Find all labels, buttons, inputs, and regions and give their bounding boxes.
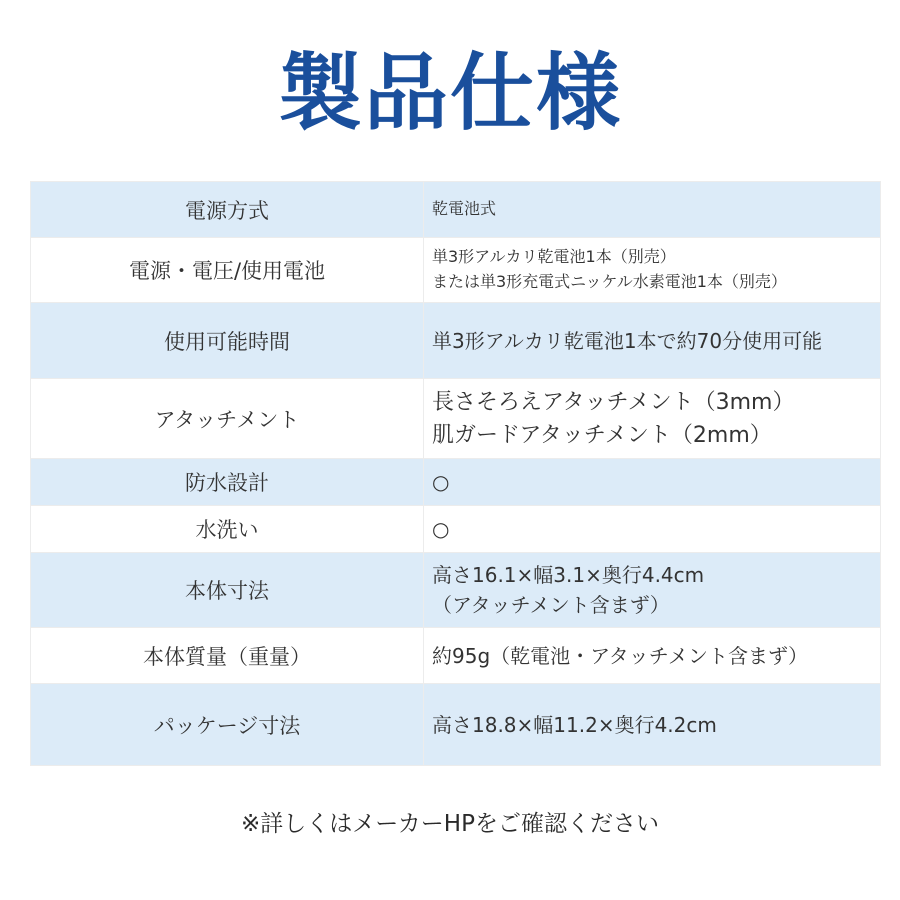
spec-value xyxy=(424,459,881,506)
spec-row-body-weight xyxy=(31,628,881,684)
spec-value-line: ○ xyxy=(432,517,450,541)
spec-value-line: 高さ18.8×幅11.2×奥行4.2cm xyxy=(432,712,717,737)
spec-label: 電源方式 xyxy=(31,182,424,238)
spec-value-line: 乾電池式 xyxy=(432,199,497,219)
spec-value xyxy=(424,238,881,303)
spec-value xyxy=(424,379,881,459)
spec-table xyxy=(30,181,881,766)
spec-value xyxy=(424,303,881,379)
spec-value xyxy=(424,684,881,766)
spec-value xyxy=(424,182,881,238)
spec-row-power-type xyxy=(31,182,881,238)
spec-row-package-size xyxy=(31,684,881,766)
spec-row-power-voltage xyxy=(31,238,881,303)
spec-label: 本体質量（重量） xyxy=(31,628,424,684)
spec-value-line: 高さ16.1×幅3.1×奥行4.4cm xyxy=(432,563,705,587)
spec-row-waterproof xyxy=(31,459,881,506)
spec-value-line: （アタッチメント含まず） xyxy=(432,593,670,617)
page-title: 製品仕様 xyxy=(277,44,622,142)
spec-value xyxy=(424,628,881,684)
spec-label: 水洗い xyxy=(31,506,424,553)
spec-value-line: ○ xyxy=(432,470,450,494)
footnote: ※詳しくはメーカーHPをご確認ください xyxy=(241,811,659,837)
spec-value xyxy=(424,506,881,553)
spec-row-usage-time xyxy=(31,303,881,379)
spec-value-line: または単3形充電式ニッケル水素電池1本（別売） xyxy=(432,272,787,291)
spec-row-body-size xyxy=(31,553,881,628)
spec-label: アタッチメント xyxy=(31,379,424,459)
spec-label: 電源・電圧/使用電池 xyxy=(31,238,424,303)
spec-label: 防水設計 xyxy=(31,459,424,506)
spec-label: 使用可能時間 xyxy=(31,303,424,379)
spec-value-line: 単3形アルカリ乾電池1本で約70分使用可能 xyxy=(432,328,823,353)
spec-value-line: 長さそろえアタッチメント（3mm） xyxy=(432,389,795,415)
spec-row-attachment xyxy=(31,379,881,459)
spec-label: パッケージ寸法 xyxy=(31,684,424,766)
spec-value-line: 約95g（乾電池・アタッチメント含まず） xyxy=(432,643,808,668)
spec-value-line: 単3形アルカリ乾電池1本（別売） xyxy=(432,247,676,267)
spec-value xyxy=(424,553,881,628)
spec-row-washable xyxy=(31,506,881,553)
spec-label: 本体寸法 xyxy=(31,553,424,628)
spec-value-line: 肌ガードアタッチメント（2mm） xyxy=(432,422,772,448)
